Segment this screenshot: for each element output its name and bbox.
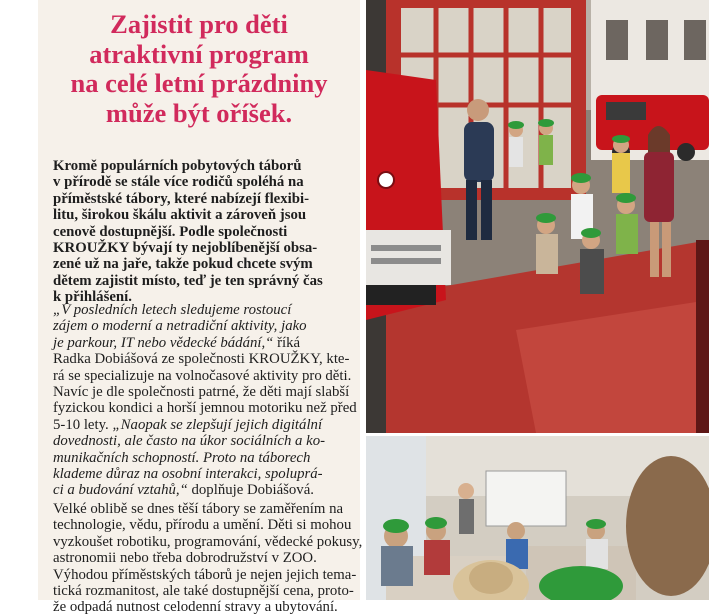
quote-text: ci a budování vztahů,“ [53, 482, 188, 499]
lead-paragraph [53, 158, 365, 306]
quote-line: munikačních schopností. Proto na táborech [53, 449, 311, 466]
quote-line: Radka Dobiášová ze společnosti KROUŽKY, kte- [53, 351, 350, 368]
headline-line: Zajistit pro děti [110, 9, 288, 39]
headline-line: na celé letní prázdniny [70, 68, 328, 98]
body-line: technologie, vědu, přírodu a umění. Děti si mohou [53, 517, 352, 534]
body-line: vyzkoušet robotiku, programování, vědecké pokusy, [53, 533, 363, 550]
quote-line: dovednosti, ale často na úkor sociálních a ko- [53, 433, 326, 450]
lead-line: dětem zajistit místo, teď je ten správný čas [53, 272, 323, 289]
fire-station-photo [366, 0, 709, 433]
quote-line: klademe důraz na osobní interakci, spoluprá- [53, 466, 323, 483]
quote-line: Navíc je dle společnosti patrné, že děti mají slabší [53, 384, 350, 401]
lead-line: příměstské tábory, které nabízejí flexibi- [53, 190, 310, 207]
lead-line: zené už na jaře, takže pokud chcete svým [53, 256, 313, 273]
quote-line [53, 482, 365, 498]
quote-paragraph [53, 302, 365, 499]
lead-line: KROUŽKY bývají ty nejoblíbenější obsa- [53, 240, 318, 257]
classroom-photo [366, 436, 709, 600]
body-line: tická rozmanitost, ale také dostupnější cena, proto- [53, 583, 354, 600]
body-line: astronomii nebo třeba dobrodružství v ZOO. [53, 550, 317, 567]
lead-line: litu, širokou škálu aktivit a zároveň jsou [53, 207, 307, 224]
lead-line: cenově dostupnější. Podle společnosti [53, 223, 288, 240]
body-line: Velké oblibě se dnes těší tábory se zaměřením na [53, 501, 344, 517]
lead-line: k přihlášení. [53, 289, 132, 306]
body-paragraph [53, 501, 365, 616]
body-line: Výhodou příměstských táborů je nejen jejich tema- [53, 566, 357, 583]
headline-line: může být oříšek. [105, 97, 293, 128]
lead-line: v přírodě se stále více rodičů spoléhá na [53, 174, 304, 191]
quote-line [53, 417, 365, 433]
body-line: že odpadá nutnost celodenní stravy a ubytování. [53, 599, 338, 616]
quote-attribution: říká [273, 334, 301, 351]
quote-line: fyzickou kondici a horší jemnou motoriku než před [53, 400, 357, 417]
quote-attribution: doplňuje Dobiášová. [187, 482, 314, 499]
lead-line: Kromě populárních pobytových táborů [53, 158, 302, 174]
quote-text: je parkour, IT nebo vědecké bádání,“ [53, 334, 274, 351]
quote-line [53, 335, 365, 351]
quote-plain: 5-10 lety. [53, 416, 113, 433]
quote-line: „V posledních letech sledujeme rostoucí [53, 302, 292, 318]
quote-line: rá se specializuje na volnočasové aktivity pro děti. [53, 367, 352, 384]
quote-line: zájem o moderní a netradiční aktivity, jako [53, 318, 307, 335]
headline-line: atraktivní program [89, 38, 309, 69]
quote-text: „Naopak se zlepšují jejich digitální [112, 416, 323, 433]
headline [38, 10, 360, 128]
